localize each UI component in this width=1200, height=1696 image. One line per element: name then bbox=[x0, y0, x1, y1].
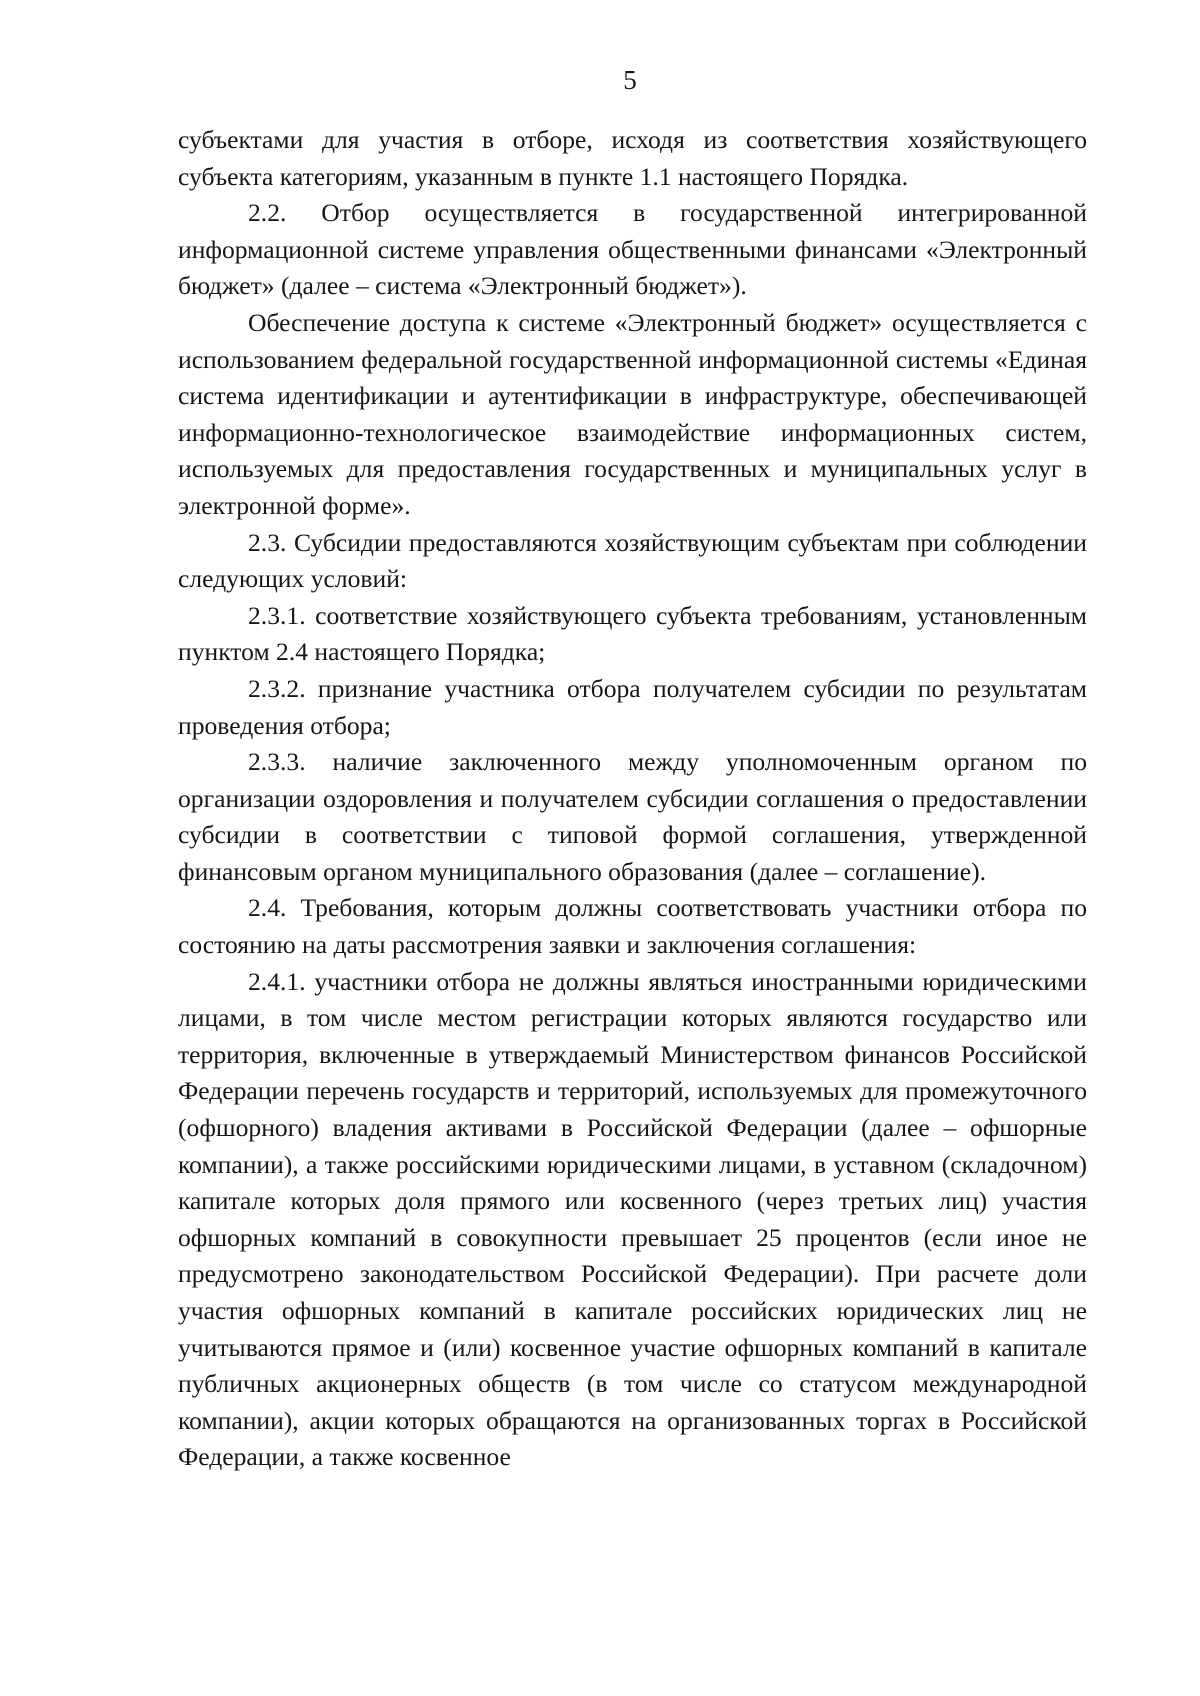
paragraph-access: Обеспечение доступа к системе «Электронный бюджет» осуществляется с использованием федеральной государственной информационной системы «Единая система идентификации и аутентификации в инфраструктуре, обеспечивающей информационно-технологическое взаимодействие информационных систем, используемых для предоставления государственных и муниципальных услуг в электронной форме». bbox=[178, 307, 1087, 520]
paragraph-2-3-1: 2.3.1. соответствие хозяйствующего субъекта требованиям, установленным пунктом 2.4 настоящего Порядка; bbox=[178, 600, 1087, 667]
page-number: 5 bbox=[623, 65, 637, 95]
document-body bbox=[178, 122, 1087, 1476]
paragraph-2-2: 2.2. Отбор осуществляется в государственной интегрированной информационной системе управления общественными финансами «Электронный бюджет» (далее – система «Электронный бюджет»). bbox=[178, 198, 1087, 301]
paragraph-2-3-2: 2.3.2. признание участника отбора получателем субсидии по результатам проведения отбора; bbox=[178, 673, 1087, 740]
paragraph-2-4: 2.4. Требования, которым должны соответствовать участники отбора по состоянию на даты рассмотрения заявки и заключения соглашения: bbox=[178, 893, 1087, 960]
paragraph-2-3-3: 2.3.3. наличие заключенного между уполномоченным органом по организации оздоровления и получателем субсидии соглашения о предоставлении субсидии в соответствии с типовой формой соглашения, утвержденной финансовым органом муниципального образования (далее – соглашение). bbox=[178, 747, 1087, 886]
paragraph-continuation: субъектами для участия в отборе, исходя из соответствия хозяйствующего субъекта категориям, указанным в пункте 1.1 настоящего Порядка. bbox=[178, 125, 1087, 191]
paragraph-2-3: 2.3. Субсидии предоставляются хозяйствующим субъектам при соблюдении следующих условий: bbox=[178, 527, 1087, 594]
paragraph-2-4-1: 2.4.1. участники отбора не должны являться иностранными юридическими лицами, в том числе местом регистрации которых являются государство или территория, включенные в утверждаемый Министерством финансов Российской Федерации перечень государств и территорий, используемых для промежуточного (офшорного) владения активами в Российской Федерации (далее – офшорные компании), а также российскими юридическими лицами, в уставном (складочном) капитале которых доля прямого или косвенного (через третьих лиц) участия офшорных компаний в совокупности превышает 25 процентов (если иное не предусмотрено законодательством Российской Федерации). При расчете доли участия офшорных компаний в капитале российских юридических лиц не учитываются прямое и (или) косвенное участие офшорных компаний в капитале публичных акционерных обществ (в том числе со статусом международной компании), акции которых обращаются на организованных торгах в Российской Федерации, а также косвенное bbox=[178, 966, 1087, 1472]
